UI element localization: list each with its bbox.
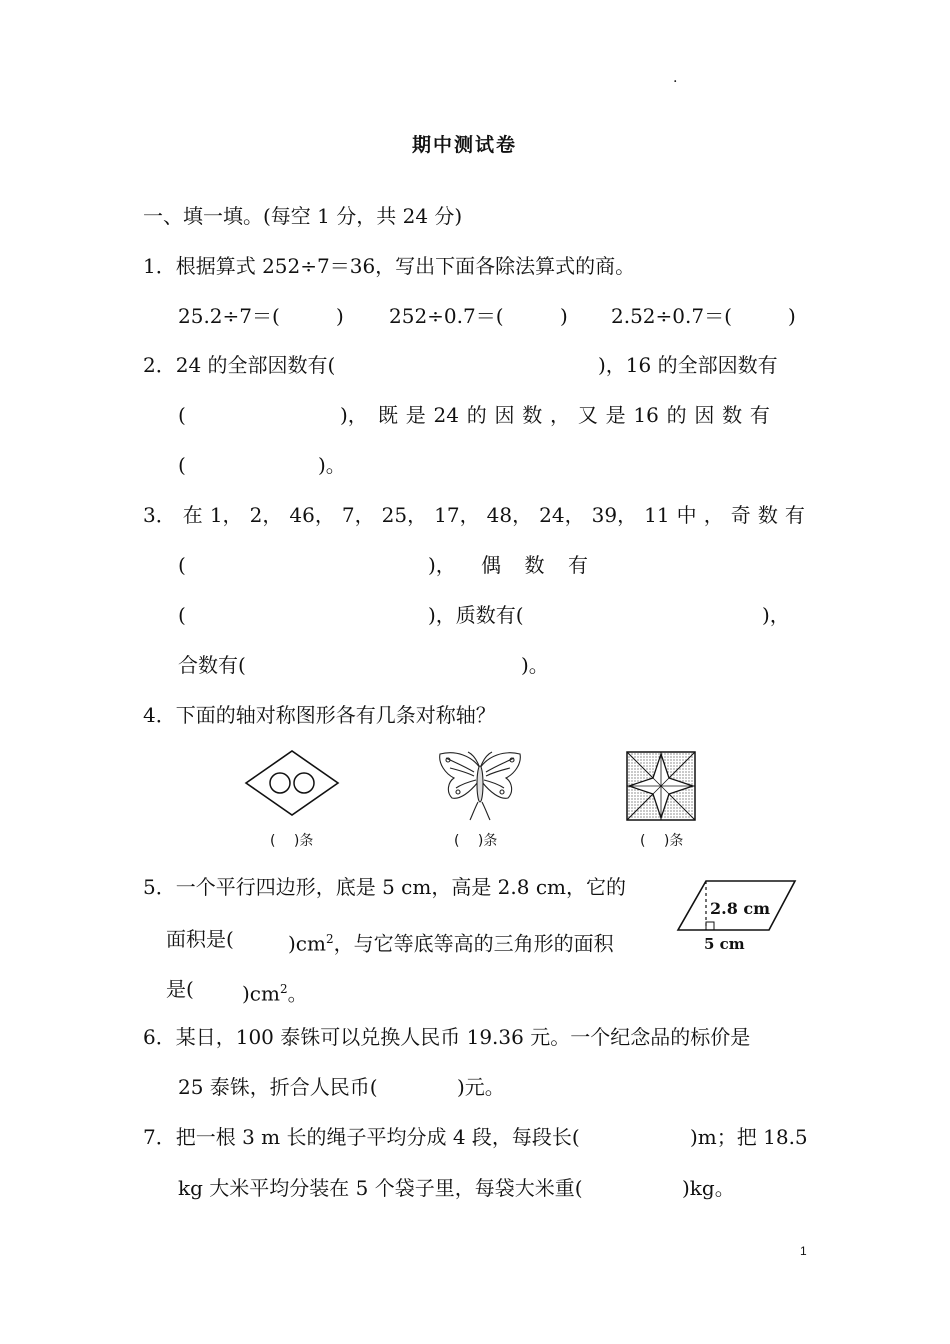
word: 数 xyxy=(722,403,743,427)
parallelogram-figure xyxy=(672,874,800,954)
unit-exponent: 2 xyxy=(279,982,288,996)
q7-line2-end: )kg。 xyxy=(682,1176,735,1200)
q6-line1: 6．某日，100 泰铢可以兑换人民币 19.36 元。一个纪念品的标价是 xyxy=(143,1025,751,1049)
word: 的 xyxy=(466,403,487,427)
word: 有 xyxy=(784,503,805,527)
q3-line4-end: )。 xyxy=(521,653,549,677)
word: 39， xyxy=(591,503,638,527)
word: 偶 xyxy=(481,553,501,577)
q7-line2-start: kg 大米平均分装在 5 个袋子里，每袋大米重( xyxy=(178,1176,583,1200)
q5-line3-end xyxy=(242,977,308,1006)
word: 48， xyxy=(486,503,533,527)
word: 既 xyxy=(378,403,398,427)
q1-item-2-open: 252÷0.7＝( xyxy=(389,304,504,328)
q2-line2-close: )， xyxy=(340,403,368,427)
q1-stem: 1．根据算式 252÷7＝36，写出下面各除法算式的商。 xyxy=(143,254,636,278)
q3-line2-close: )， xyxy=(428,553,456,577)
q4-caption-2: ( )条 xyxy=(454,833,498,849)
q3-line3-mid: )，质数有( xyxy=(428,603,524,627)
word: 中 xyxy=(676,503,697,527)
word: 奇 xyxy=(730,503,751,527)
q4-caption-1: ( )条 xyxy=(270,833,314,849)
word: 17， xyxy=(434,503,480,527)
q5-line2-start: 面积是( xyxy=(166,927,234,951)
q2-line3-close: )。 xyxy=(318,453,346,477)
square-star-figure xyxy=(625,750,697,822)
q2-line2-open: ( xyxy=(178,403,186,427)
word: 的 xyxy=(666,403,687,427)
header-mark: . xyxy=(673,70,678,86)
word: 46， xyxy=(289,503,335,527)
word: 24， xyxy=(539,503,585,527)
q5-line2-rest: ，与它等底等高的三角形的面积 xyxy=(333,931,614,956)
q4-stem: 4．下面的轴对称图形各有几条对称轴？ xyxy=(143,703,496,727)
q1-item-2-close: ) xyxy=(560,304,568,328)
word: 25， xyxy=(381,503,428,527)
word: 16 xyxy=(633,403,659,427)
unit: )cm xyxy=(288,931,326,956)
q1-item-1-open: 25.2÷7＝( xyxy=(178,304,280,328)
word: 24 xyxy=(433,403,459,427)
unit-exponent: 2 xyxy=(325,932,334,946)
word: 3． xyxy=(143,503,176,527)
q2-line1-start: 2．24 的全部因数有( xyxy=(143,353,336,377)
height-label: 2.8 cm xyxy=(710,899,771,918)
word: 有 xyxy=(568,553,588,577)
q3-line1 xyxy=(143,503,805,527)
word: 11 xyxy=(644,503,670,527)
word: 在 xyxy=(182,503,203,527)
section-heading: 一、填一填。(每空 1 分，共 24 分) xyxy=(143,204,463,228)
word: ， xyxy=(550,403,571,427)
q1-item-3-open: 2.52÷0.7＝( xyxy=(611,304,732,328)
q5-line2-end xyxy=(288,927,614,956)
butterfly-figure xyxy=(434,748,526,822)
word: ， xyxy=(703,503,724,527)
word: 1， xyxy=(209,503,243,527)
q3-line3-open: ( xyxy=(178,603,186,627)
q3-line3-end: )， xyxy=(762,603,790,627)
q3-line4-start: 合数有( xyxy=(178,653,246,677)
q2-line1-end: )，16 的全部因数有 xyxy=(598,353,778,377)
word: 有 xyxy=(749,403,770,427)
q2-line3-open: ( xyxy=(178,453,186,477)
word: 7， xyxy=(341,503,375,527)
q7-line1-end: )m；把 18.5 xyxy=(690,1125,808,1149)
q5-line3-rest: 。 xyxy=(287,981,308,1006)
q1-item-1-close: ) xyxy=(336,304,344,328)
q5-line1: 5．一个平行四边形，底是 5 cm，高是 2.8 cm，它的 xyxy=(143,875,627,899)
word: 因 xyxy=(694,403,715,427)
base-label: 5 cm xyxy=(704,935,745,953)
q6-line2-start: 25 泰铢，折合人民币( xyxy=(178,1075,378,1099)
word: 2， xyxy=(249,503,283,527)
q4-caption-3: ( )条 xyxy=(640,833,684,849)
word: 数 xyxy=(524,553,545,577)
q3-line2-open: ( xyxy=(178,553,186,577)
rhombus-figure xyxy=(243,748,341,818)
q6-line2-end: )元。 xyxy=(457,1075,505,1099)
q1-item-3-close: ) xyxy=(788,304,796,328)
word: 是 xyxy=(605,403,626,427)
page-number: 1 xyxy=(800,1244,807,1258)
unit: )cm xyxy=(242,981,280,1006)
q5-line3-start: 是( xyxy=(166,977,194,1001)
q3-line2-words xyxy=(481,553,588,577)
q7-line1-start: 7．把一根 3 m 长的绳子平均分成 4 段，每段长( xyxy=(143,1125,580,1149)
word: 是 xyxy=(405,403,426,427)
q2-line2-words xyxy=(378,403,770,427)
word: 数 xyxy=(522,403,543,427)
word: 因 xyxy=(494,403,515,427)
word: 数 xyxy=(757,503,778,527)
word: 又 xyxy=(577,403,598,427)
page-title: 期中测试卷 xyxy=(412,134,518,156)
